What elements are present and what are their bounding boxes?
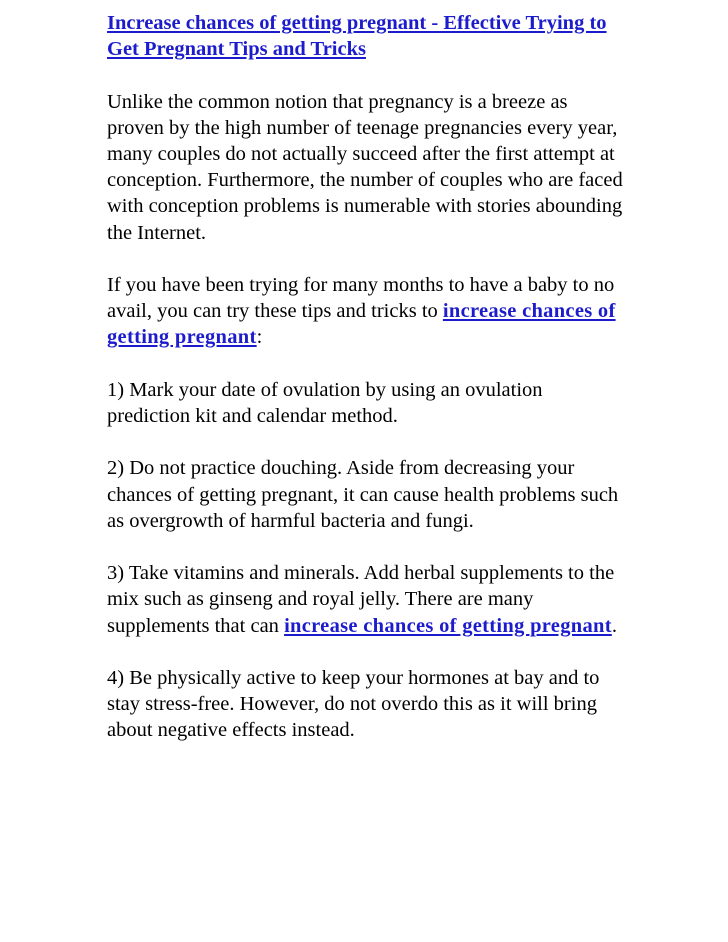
increase-chances-link-2[interactable]: increase chances of getting pregnant xyxy=(284,614,612,637)
lead-paragraph xyxy=(107,272,623,351)
intro-paragraph: Unlike the common notion that pregnancy is a breeze as proven by the high number of teenage pregnancies every year, many couples do not actually succeed after the first attempt at conception. Furthermore, the number of couples who are faced with conception problems is numerable with stories abounding the Internet. xyxy=(107,90,623,244)
tip-3-text: 3) Take vitamins and minerals. Add herbal supplements to the mix such as ginseng and royal jelly. There are many supplements that can xyxy=(107,562,615,637)
article-title xyxy=(107,10,623,62)
tip-3-period: . xyxy=(611,614,617,637)
tip-1-paragraph: 1) Mark your date of ovulation by using an ovulation prediction kit and calendar method. xyxy=(107,378,543,427)
tip-3-paragraph xyxy=(107,560,623,639)
increase-chances-link-1[interactable]: increase chances of getting pregnant xyxy=(107,300,616,349)
tip-2-paragraph: 2) Do not practice douching. Aside from decreasing your chances of getting pregnant, it can cause health problems such as overgrowth of harmful bacteria and fungi. xyxy=(107,457,619,532)
article xyxy=(107,10,623,770)
lead-colon: : xyxy=(256,326,263,349)
article-title-heading xyxy=(107,10,623,62)
article-title-link[interactable]: Increase chances of getting pregnant - Effective Trying to Get Pregnant Tips and Tricks xyxy=(107,12,607,61)
tip-4-paragraph: 4) Be physically active to keep your hormones at bay and to stay stress-free. However, do not overdo this as it will bring about negative effects instead. xyxy=(107,666,600,742)
lead-text: If you have been trying for many months to have a baby to no avail, you can try these tips and tricks to xyxy=(107,274,615,323)
